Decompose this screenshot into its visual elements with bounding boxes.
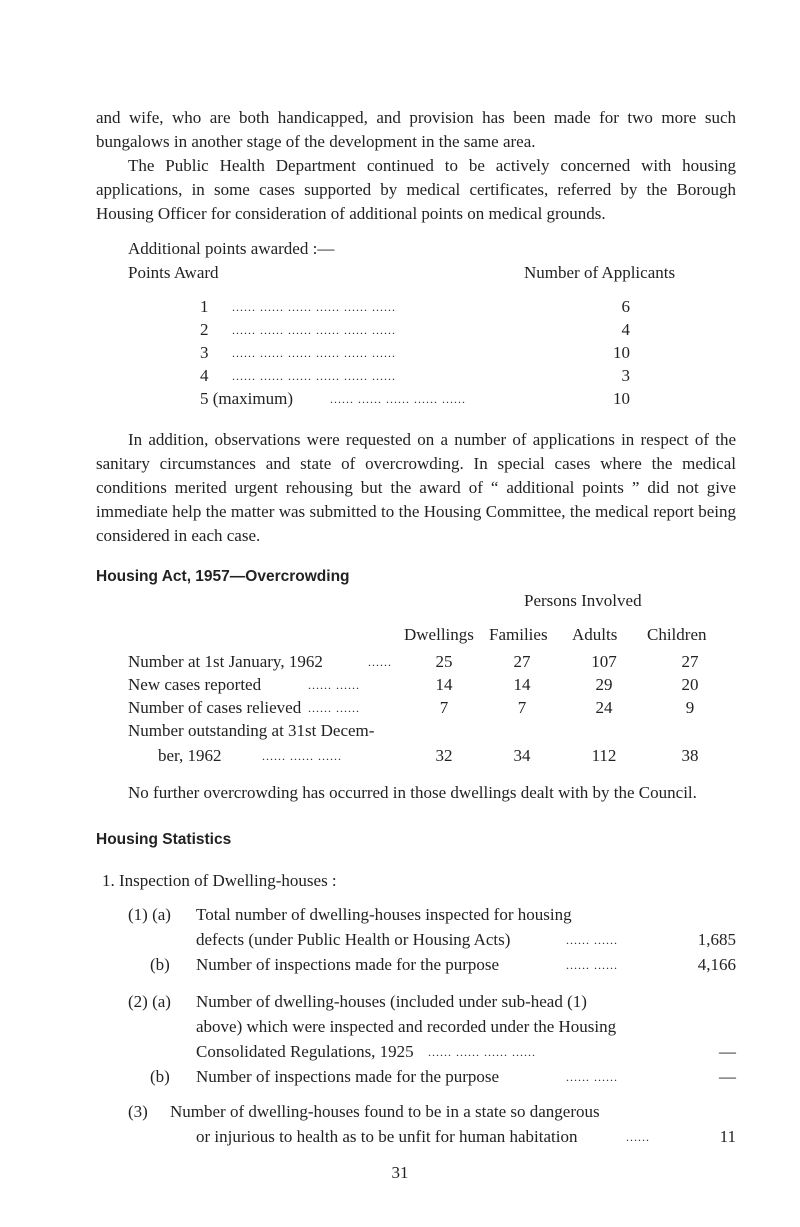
- cell-families: 27: [513, 652, 531, 671]
- points-count: 10: [613, 343, 630, 362]
- leader-dots: ...... ......: [308, 701, 360, 715]
- cell-dwellings: 14: [435, 675, 453, 694]
- points-row: [0, 388, 800, 410]
- points-award: 5 (maximum): [200, 389, 294, 408]
- points-row: [0, 365, 800, 387]
- row-label: New cases reported: [128, 675, 262, 694]
- persons-involved-label: Persons Involved: [524, 591, 642, 610]
- column-header-adults: Adults: [572, 625, 618, 644]
- points-row: [0, 319, 800, 341]
- sub-item-text: Number of inspections made for the purpose: [196, 955, 500, 974]
- overcrowding-header-row: [0, 624, 800, 646]
- points-count: 4: [621, 320, 630, 339]
- points-award: 1: [200, 297, 209, 316]
- sub-item-text: Number of dwelling-houses found to be in a state so dangerous: [170, 1102, 600, 1121]
- points-applicants-header: Number of Applicants: [524, 263, 676, 282]
- row-label: Number at 1st January, 1962: [128, 652, 323, 671]
- column-header-families: Families: [489, 625, 548, 644]
- sub-item-value: —: [719, 1067, 736, 1086]
- overcrowding-heading: Housing Act, 1957—Overcrowding: [96, 568, 350, 585]
- points-award: 3: [200, 343, 209, 362]
- intro-paragraph-2: The Public Health Department continued to be actively concerned with housing applications, in some cases supported by medical certificates, referred by the Borough Housing Officer for consideration of additional points on medical grounds.: [96, 156, 736, 223]
- points-count: 10: [613, 389, 630, 408]
- cell-children: 27: [681, 652, 699, 671]
- cell-families: 14: [513, 675, 531, 694]
- leader-dots: ...... ...... ...... ...... ......: [330, 392, 466, 406]
- cell-dwellings: 25: [435, 652, 453, 671]
- points-count: 6: [621, 297, 630, 316]
- sub-item-number: (1) (a): [128, 905, 171, 924]
- cell-children: 38: [681, 746, 699, 765]
- sub-item-text: or injurious to health as to be unfit for human habitation: [196, 1127, 578, 1146]
- addition-paragraph: In addition, observations were requested on a number of applications in respect of the sanitary circumstances and state of overcrowding. In special cases where the medical conditions merited urgent rehousing but the award of “ additional points ” did not give immediate help the matter was submitted to the Housing Committee, the medical report being considered in each case.: [96, 430, 736, 545]
- intro-paragraph-1: and wife, who are both handicapped, and provision has been made for two more such bungalows in another stage of the development in the same area.: [96, 108, 736, 151]
- row-label: Number outstanding at 31st Decem-: [128, 721, 375, 740]
- sub-item-text: Total number of dwelling-houses inspected for housing: [196, 905, 572, 924]
- sub-item-text: Number of dwelling-houses (included under sub-head (1): [196, 992, 587, 1011]
- points-intro: Additional points awarded :—: [128, 239, 335, 258]
- overcrowding-row: [0, 697, 800, 719]
- statistics-heading: Housing Statistics: [96, 831, 232, 848]
- points-award: 4: [200, 366, 209, 385]
- cell-families: 34: [513, 746, 531, 765]
- overcrowding-row: [0, 651, 800, 673]
- leader-dots: ...... ...... ......: [262, 749, 342, 763]
- leader-dots: ...... ......: [566, 1070, 618, 1084]
- points-row: [0, 342, 800, 364]
- leader-dots: ...... ......: [308, 678, 360, 692]
- points-row: [0, 296, 800, 318]
- overcrowding-row: [0, 745, 800, 767]
- cell-children: 9: [685, 698, 695, 717]
- sub-item-number: (2) (a): [128, 992, 171, 1011]
- column-header-dwellings: Dwellings: [404, 625, 474, 644]
- cell-dwellings: 7: [439, 698, 449, 717]
- cell-dwellings: 32: [435, 746, 453, 765]
- cell-adults: 107: [591, 652, 617, 671]
- sub-item-text: Consolidated Regulations, 1925: [196, 1042, 414, 1061]
- sub-item-text: Number of inspections made for the purpose: [196, 1067, 500, 1086]
- sub-item-text: above) which were inspected and recorded under the Housing: [196, 1017, 617, 1036]
- sub-item-value: 11: [719, 1127, 736, 1146]
- sub-item-value: 4,166: [697, 955, 736, 974]
- overcrowding-row-label-line: [0, 720, 800, 742]
- column-header-children: Children: [647, 625, 707, 644]
- leader-dots: ...... ...... ...... ...... ...... ......: [232, 323, 396, 337]
- sub-item-value: —: [719, 1042, 736, 1061]
- leader-dots: ......: [368, 655, 392, 669]
- points-count: 3: [621, 366, 630, 385]
- leader-dots: ...... ......: [566, 933, 618, 947]
- statistics-item-1: 1. Inspection of Dwelling-houses :: [102, 871, 337, 890]
- cell-families: 7: [517, 698, 527, 717]
- overcrowding-row: [0, 674, 800, 696]
- leader-dots: ......: [626, 1130, 650, 1144]
- page-number: 31: [391, 1163, 409, 1182]
- leader-dots: ...... ...... ...... ...... ...... ......: [232, 346, 396, 360]
- cell-adults: 112: [591, 746, 617, 765]
- leader-dots: ...... ......: [566, 958, 618, 972]
- overcrowding-note: No further overcrowding has occurred in those dwellings dealt with by the Council.: [128, 783, 697, 802]
- leader-dots: ...... ...... ...... ...... ...... ......: [232, 369, 396, 383]
- sub-item-number: (b): [150, 1067, 170, 1086]
- sub-item-number: (3): [128, 1102, 148, 1121]
- points-award-header: Points Award: [128, 263, 219, 282]
- points-award: 2: [200, 320, 209, 339]
- leader-dots: ...... ...... ...... ...... ...... ......: [232, 300, 396, 314]
- row-label: Number of cases relieved: [128, 698, 302, 717]
- leader-dots: ...... ...... ...... ......: [428, 1045, 536, 1059]
- sub-item-text: defects (under Public Health or Housing Acts): [196, 930, 511, 949]
- sub-item-number: (b): [150, 955, 170, 974]
- sub-item-value: 1,685: [697, 930, 736, 949]
- row-label: ber, 1962: [158, 746, 222, 765]
- cell-adults: 29: [595, 675, 613, 694]
- cell-adults: 24: [595, 698, 613, 717]
- cell-children: 20: [681, 675, 699, 694]
